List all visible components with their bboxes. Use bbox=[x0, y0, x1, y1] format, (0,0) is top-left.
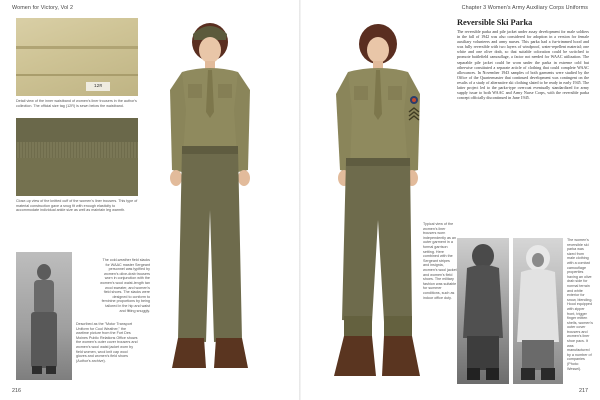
page-number-right: 217 bbox=[579, 388, 588, 394]
caption-archive-photo: Described as the "Motor Transport Uniform for Cool Weather," the wartime picture from the Fort Des Moines Public Relations Office shows the women's outer cover trousers and women's wool waist jacket worn by field women, wool knit cap wool gloves and women's field shoes (Author's archive). bbox=[76, 322, 138, 363]
knit-cuff-photo bbox=[16, 118, 138, 196]
waistband-label-photo bbox=[16, 18, 138, 96]
parka-photo-olive-side bbox=[457, 238, 509, 384]
caption-knit-cuff: Close-up view of the knitted cuff of the women's liner trousers. This type of material construction gave a snug fit with enough elasticity to accommodate individual ankle size as well as maintain leg warmth. bbox=[16, 199, 138, 213]
running-head-left: Women for Victory, Vol 2 bbox=[12, 5, 74, 11]
archive-figure-silhouette bbox=[16, 252, 72, 380]
archive-bw-photo bbox=[16, 252, 72, 380]
article-title: Reversible Ski Parka bbox=[457, 18, 533, 27]
waistband-seam bbox=[16, 46, 138, 49]
article-reversible-ski-parka bbox=[457, 18, 589, 100]
caption-parka-photos: The women's reversible ski parka was sized from male clothing with a combat camouflage properties having an olive drab side for normal terrain and white exterior for snow, blending. Hood equipped with zipper front, trigger finger mitten shells, women's outer cover trousers and women's liner shoe pacs. It was manufactured by a number of companies (Photo: Wessel). bbox=[567, 238, 593, 371]
running-head-right: Chapter 3 Women's Army Auxiliary Corps Uniforms bbox=[461, 5, 588, 11]
parka-photo-white-side bbox=[513, 238, 563, 384]
caption-left-figure: The cold-weather field slacks for WAAC master Sergeant personnel was typified by women's olive-drab trousers worn in conjunction with the women's wool waist-length tan wool sweater, and women's field shoes. The slacks were designed to conform to feminine proportions by being tailored in the hip and waist and fitting snuggly. bbox=[100, 258, 150, 313]
uniform-figure-right bbox=[322, 20, 432, 390]
page-gutter bbox=[299, 0, 301, 400]
parka-figure-light bbox=[513, 238, 563, 384]
waistband-seam-lower bbox=[16, 74, 138, 76]
caption-waistband-label: Detail view of the inner waistband of women's liner trousers in the author's collection. The official size tag (12R) is sewn below the waistband. bbox=[16, 99, 137, 108]
model-figure-right bbox=[322, 20, 432, 390]
size-tag: 12R bbox=[86, 82, 110, 91]
cuff-band bbox=[16, 118, 138, 142]
cuff-knit bbox=[16, 158, 138, 196]
uniform-figure-left bbox=[160, 20, 260, 380]
article-body: The reversible parka and pile jacket under assay development for male soldiers in the fall of 1942 was also considered for adoption in a version for female auxiliary volunteers and army nurses. This parka had a fur-trimmed hood and was fully reversible with two layers of windproof, water-repellent material; one white and one olive drab, so that suitable coloration could be switched to promote battlefield camouflage, a factor not needed for WAAC utilization. The separable pile jacket could be worn under the parka in extreme cold but otherwise constituted a separate article of clothing that could complete WAAC allowances. In November 1943 samples of both garments were studied by the Office of the Quartermaster that continued development was contingent on the results of a study of alternative ski clothing slated to be ready in early 1945. The latter project led to the parka-type overcoat eventually standardized for army supply issue to both WAAC and Army Nurse Corps, with the reversible parka concept officially discontinued in June 1945. bbox=[457, 29, 589, 101]
model-figure-left bbox=[160, 20, 260, 380]
page-number-left: 216 bbox=[12, 388, 21, 394]
parka-figure-dark bbox=[457, 238, 509, 384]
caption-right-figure: Typical view of the women's liner trousers worn independently as an outer garment in a formal garrison setting. Here combined with the Sergeant stripes and insignia, women's wool jacket and women's field shoes. The military fashion was suitable for summer conditions, such as indoor office duty. bbox=[423, 222, 457, 300]
